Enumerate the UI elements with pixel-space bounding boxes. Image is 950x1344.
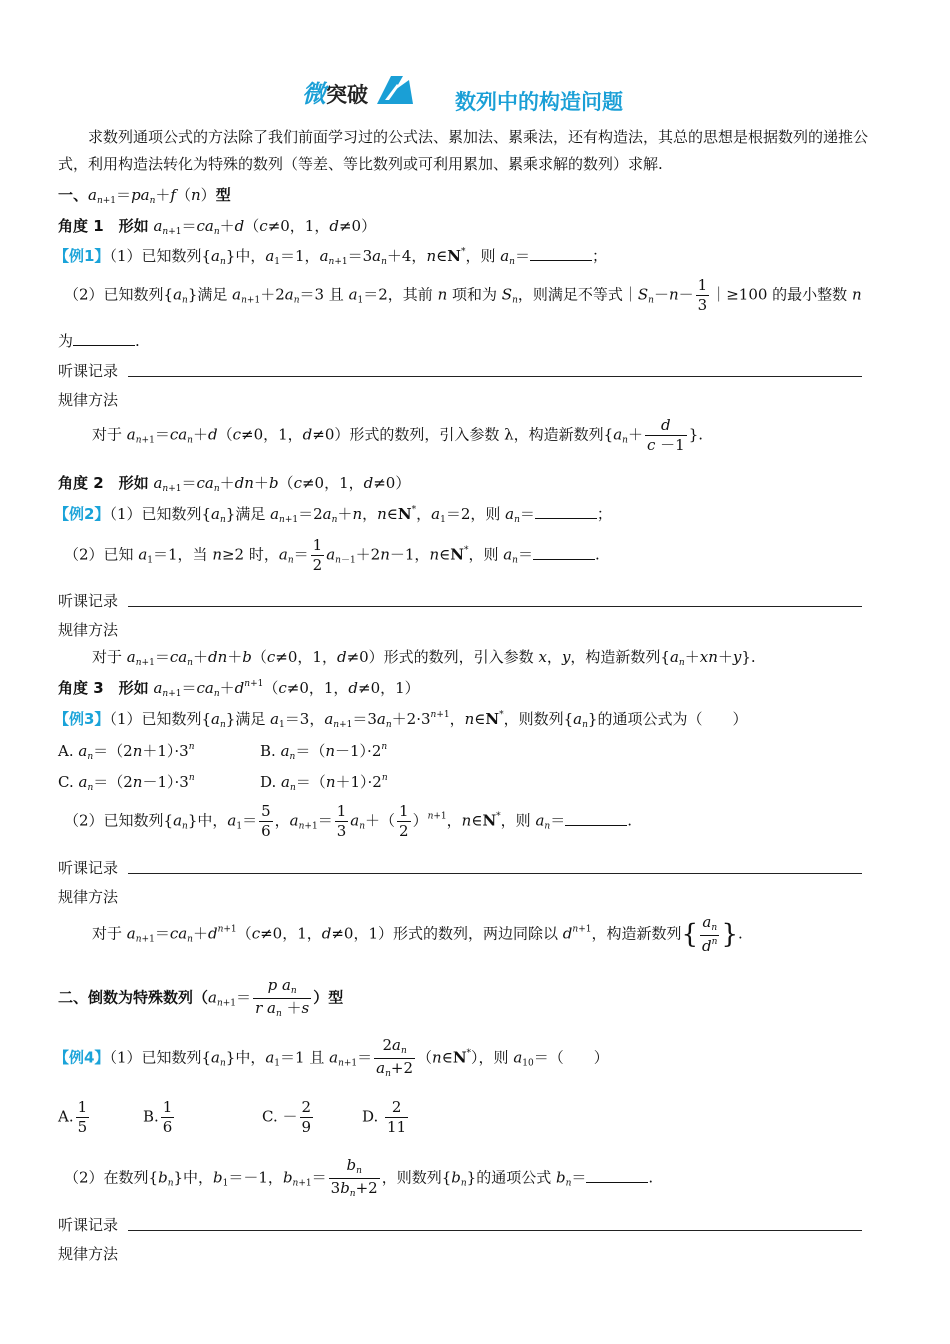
logo-text: 突破 — [326, 83, 368, 107]
ex4-option-b[interactable]: B. $\frac{1}{6}$ — [143, 1098, 173, 1136]
section1-heading: 一、$a_{n+1}=pa_n+f(n)$型 — [58, 186, 231, 206]
notes-line — [128, 376, 862, 377]
ex3-option-c[interactable]: C. $a_n=(2n-1)\cdot 3^n$ — [58, 773, 195, 793]
method2-text: 对于 $a_{n+1}=ca_n+dn+b(c\ne 0$，1，d≠0）形式的数列，引入参数 x，y，构造新数列$\{a_n+xn+y\}$. — [92, 648, 756, 668]
example4-part2: （2）在数列$\{b_n\}$中，$b_1=-1$，$b_{n+1}=$ $\frac{b_n}{3b_n+2}$ ，则数列$\{b_n\}$的通项公式 $b_n=$ . — [64, 1156, 654, 1199]
method-label: 规律方法 — [58, 1245, 119, 1263]
example2-part1: 【例2】（1）已知数列$\{a_n\}$满足 $a_{n+1}=2a_n+n$，n∈N*，$a_1=2$，则 $a_n=$ ； — [54, 505, 612, 525]
example1-part2: （2）已知数列$\{a_n\}$满足 $a_{n+1}+2a_n=3$ 且 $a_1=2$，其前 n 项和为 $S_n$，则满足不等式$|S_n-n-$ $\frac{1}{3}$ ｜≥100 的最小整数 n — [64, 276, 862, 314]
angle2-heading: 角度 2 形如 $a_{n+1}=ca_n+dn+b(c\ne 0$，1，d≠0） — [58, 474, 411, 494]
section2-heading: 二、倒数为特殊数列（$a_{n+1}=$ $\frac{p a_n}{r a_n +s}$ ）型 — [58, 976, 344, 1019]
notes-line — [128, 1230, 862, 1231]
angle3-heading: 角度 3 形如 $a_{n+1}=ca_n+d^{n+1}(c\ne 0$，1，d≠0，1） — [58, 679, 420, 699]
notes-label: 听课记录 — [58, 592, 119, 610]
notes-line — [128, 873, 862, 874]
page-title: 数列中的构造问题 — [455, 90, 623, 114]
method-label: 规律方法 — [58, 888, 119, 906]
ex4-option-d[interactable]: D. $\frac{2}{11}$ — [362, 1098, 407, 1136]
notes-label: 听课记录 — [58, 362, 119, 380]
answer-blank[interactable] — [565, 811, 627, 826]
example2-part2: （2）已知 $a_1=1$，当 n≥2 时，$a_n=$ $\frac{1}{2}$ $a_{n-1}+2n-1$，n∈N*，则 $a_n=$ . — [64, 536, 600, 574]
example1-part1: 【例1】（1）已知数列$\{a_n\}$中，$a_1=1$，$a_{n+1}=3a_n+4$，n∈N*，则 $a_n=$ ； — [54, 247, 607, 267]
notes-line — [128, 606, 862, 607]
answer-blank[interactable] — [530, 246, 592, 261]
method-label: 规律方法 — [58, 621, 119, 639]
example1-part2-cont: 为 . — [58, 332, 140, 350]
answer-blank[interactable] — [535, 504, 597, 519]
example4-part1: 【例4】（1）已知数列$\{a_n\}$中，$a_1=1$ 且 $a_{n+1}=$ $\frac{2a_n}{a_n+2}$ （n∈N*），则 $a_{10}=$（ ） — [54, 1036, 609, 1079]
ex3-option-a[interactable]: A. $a_n=(2n+1)\cdot 3^n$ — [58, 742, 195, 762]
ex4-option-c[interactable]: C. － $\frac{2}{9}$ — [262, 1098, 312, 1136]
method1-text: 对于 $a_{n+1}=ca_n+d(c\ne 0$，1，d≠0）形式的数列，引入参数 λ，构造新数列{$a_n+$ $\frac{d}{c -1}$ }. — [92, 416, 704, 454]
logo-arrow-icon — [373, 70, 417, 108]
intro-paragraph: 求数列通项公式的方法除了我们前面学习过的公式法、累加法、累乘法，还有构造法，其总的思想是根据数列的递推公式，利用构造法转化为特殊的数列（等差、等比数列或可利用累加、累乘求解的数列）求解. — [58, 128, 869, 173]
method3-text: 对于 $a_{n+1}=ca_n+d^{n+1}(c\ne 0$，1，d≠0，1）形式的数列，两边同除以 $d^{n+1}$，构造新数列{ $\frac{a_n}{d^n}$ }. — [92, 913, 743, 955]
notes-label: 听课记录 — [58, 859, 119, 877]
angle1-heading: 角度 1 形如 $a_{n+1}=ca_n+d(c\ne 0$，1，d≠0） — [58, 217, 377, 237]
example3-part2: （2）已知数列$\{a_n\}$中，$a_1=$ $\frac{5}{6}$ ，$a_{n+1}=$ $\frac{1}{3}$ $a_n+$（ $\frac{1}{2}$ ）$^{n+1}$，n∈N*，则 $a_n=$ . — [64, 802, 632, 840]
header-logo — [302, 70, 417, 109]
method-label: 规律方法 — [58, 391, 119, 409]
answer-blank[interactable] — [73, 331, 135, 346]
answer-blank[interactable] — [533, 545, 595, 560]
answer-blank[interactable] — [586, 1168, 648, 1183]
notes-label: 听课记录 — [58, 1216, 119, 1234]
example3-part1: 【例3】（1）已知数列$\{a_n\}$满足 $a_1=3$，$a_{n+1}=3a_n+2\cdot 3^{n+1}$，n∈N*，则数列$\{a_n\}$的通项公式为（ ） — [54, 710, 748, 730]
ex3-option-d[interactable]: D. $a_n=(n+1)\cdot 2^n$ — [260, 773, 388, 793]
logo-wei: 微 — [302, 80, 326, 108]
ex4-option-a[interactable]: A. $\frac{1}{5}$ — [58, 1098, 88, 1136]
ex3-option-b[interactable]: B. $a_n=(n-1)\cdot 2^n$ — [260, 742, 388, 762]
